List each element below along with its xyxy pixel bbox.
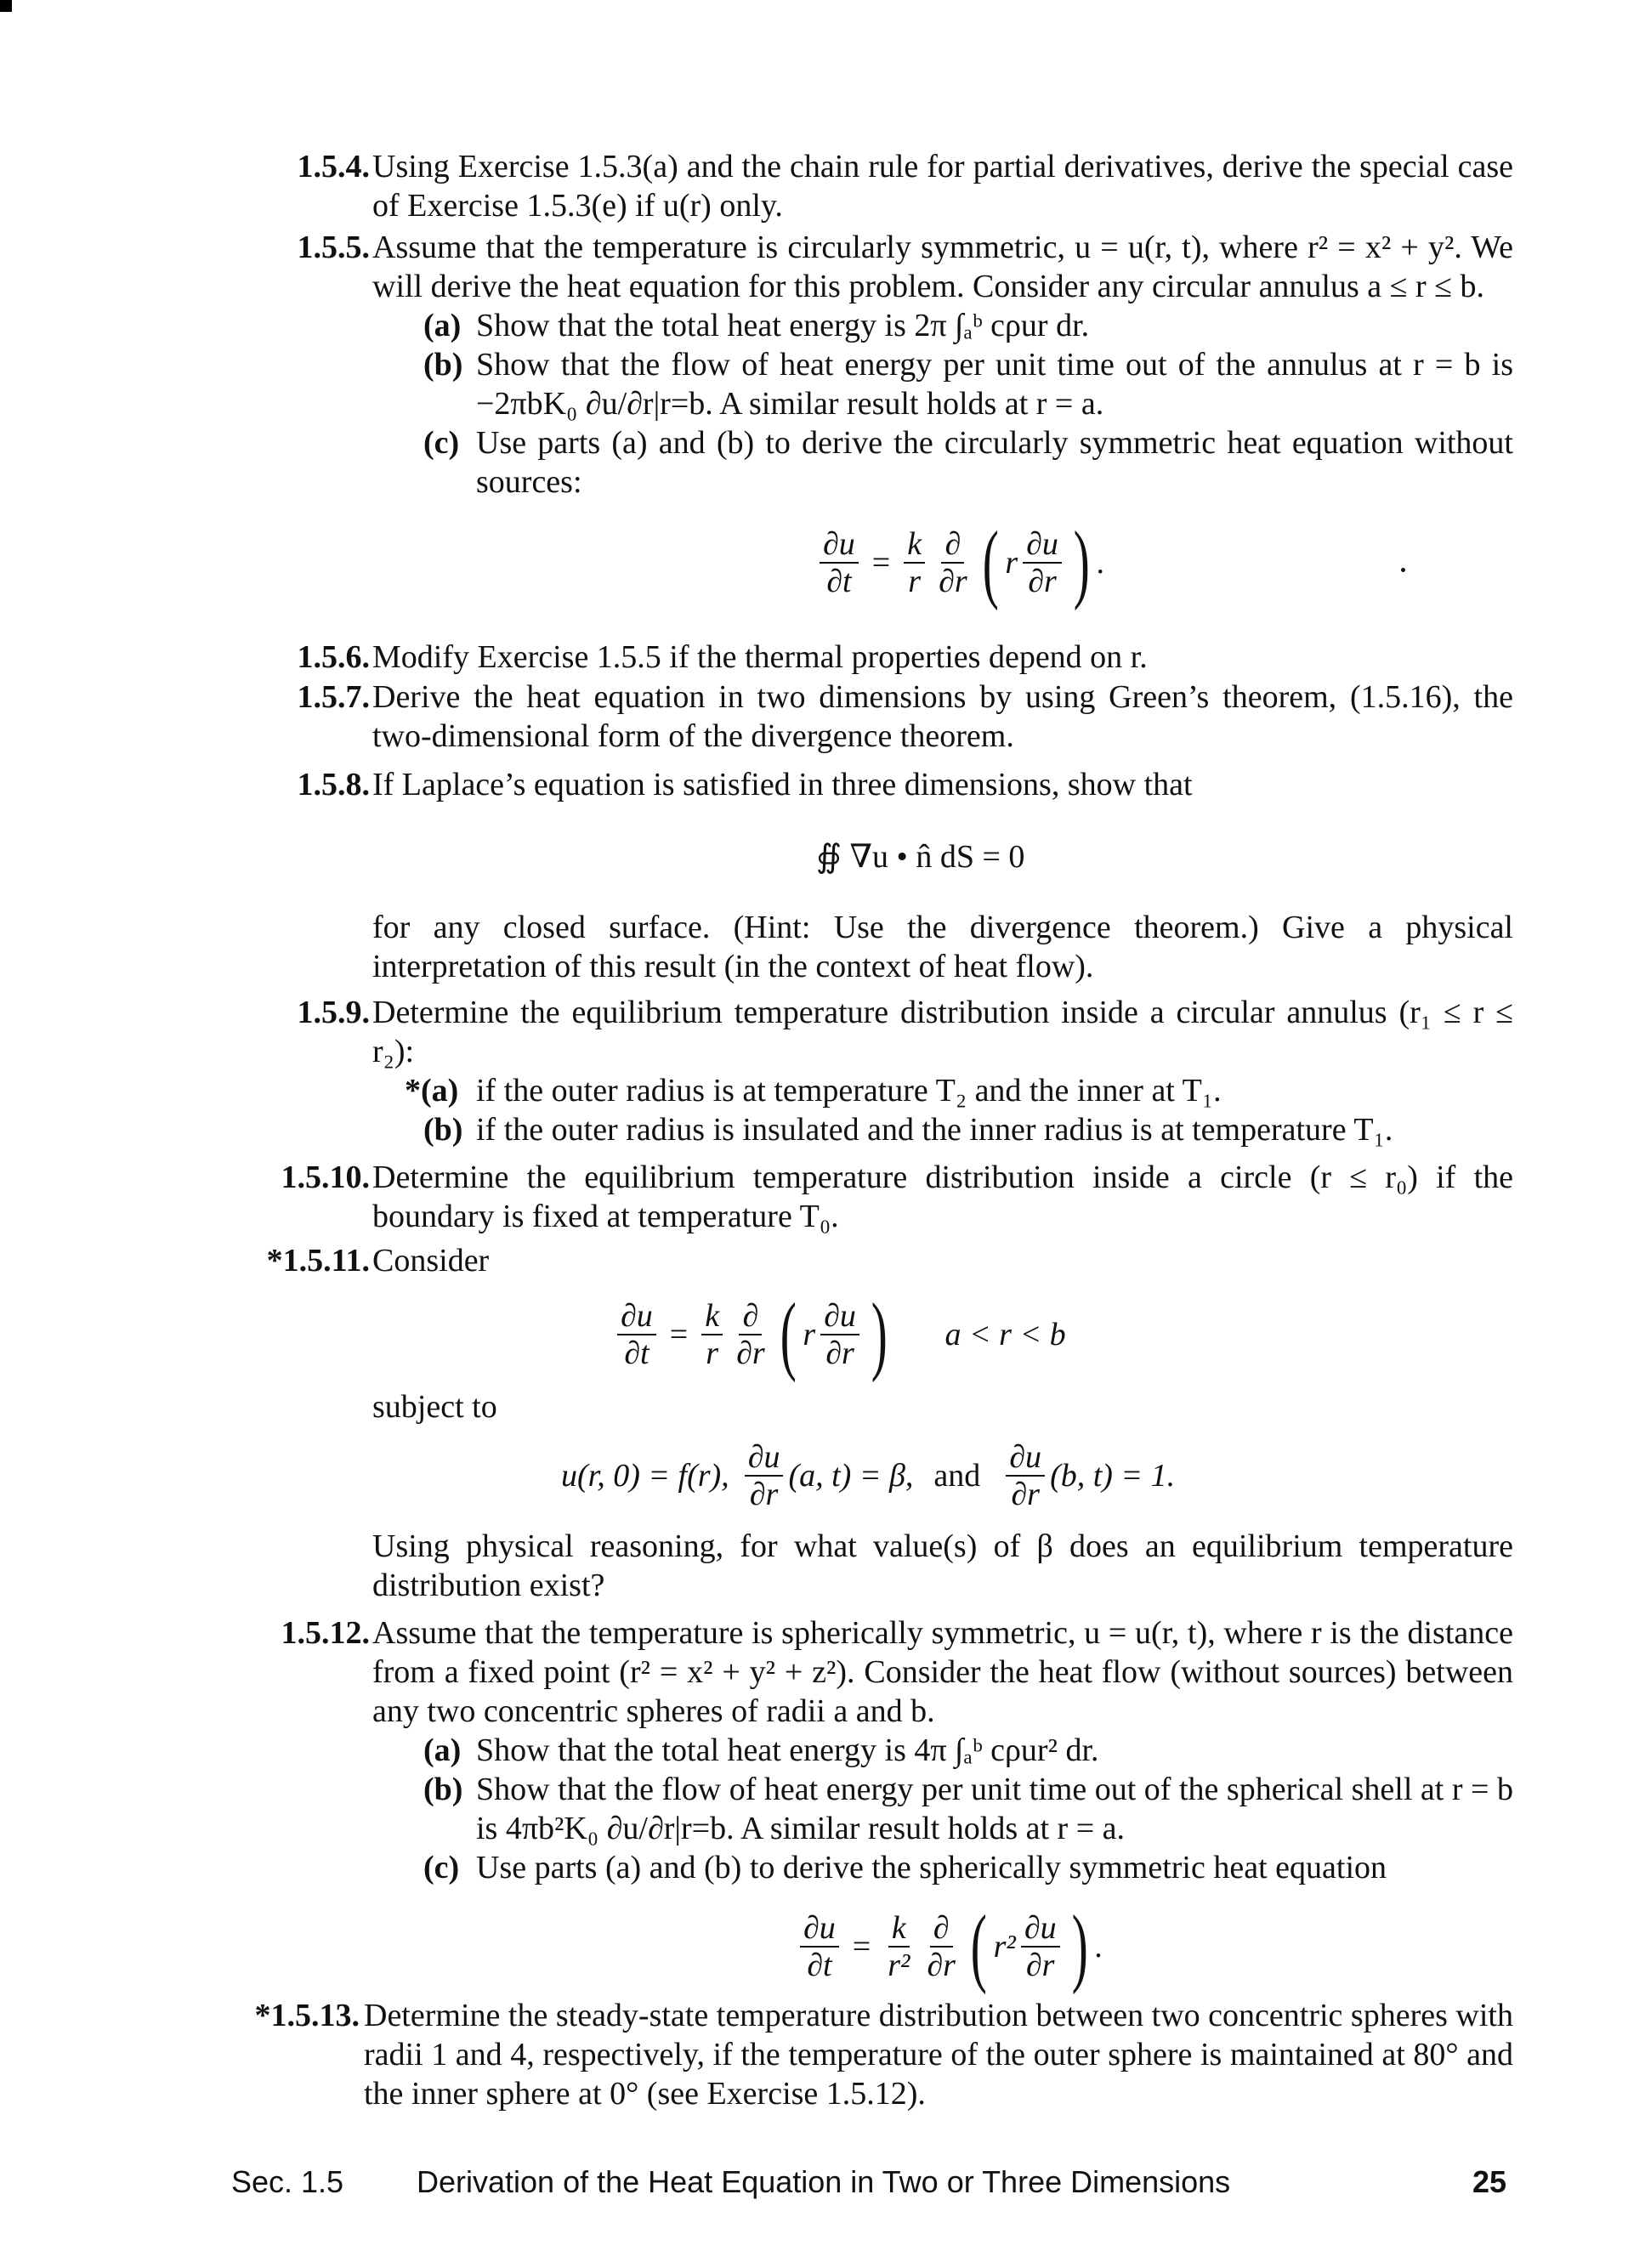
exercise-number: 1.5.5.	[297, 230, 370, 265]
part-b: (b) Show that the flow of heat energy per unit time out of the annulus at r = b is −2πbK₀ ∂u/∂r|r=b. A similar result holds at r = a.	[423, 347, 1513, 422]
exercise-number: 1.5.9.	[297, 995, 370, 1030]
equation-surface-integral: ∯ ∇u • n̂ dS = 0	[816, 839, 1025, 875]
part-a: (a) Show that the total heat energy is 4π ∫ₐᵇ cρur² dr.	[423, 1732, 1099, 1768]
part-c: (c) Use parts (a) and (b) to derive the spherically symmetric heat equation	[423, 1850, 1387, 1885]
exercise-number: 1.5.8.	[297, 767, 370, 802]
scan-corner-mark	[0, 0, 12, 12]
part-c: (c) Use parts (a) and (b) to derive the circularly symmetric heat equation without sources:	[423, 425, 1513, 500]
exercise-text: Using Exercise 1.5.3(a) and the chain rule for partial derivatives, derive the special case of Exercise 1.5.3(e) if u(r) only.	[372, 149, 1513, 224]
textbook-page: 1.5.4. Using Exercise 1.5.3(a) and the chain rule for partial derivatives, derive the special case of Exercise 1.5.3(e) if u(r) only. 1.5.5. Assume that the temperature is circularly symmetric, u = u(r, t), where r² = x² + y². We will derive the heat equation for this problem. Consider any circular annulus a ≤ r ≤ b. (a) Show that the total heat energy is 2π ∫ₐᵇ cρur dr. (b) Show that the flow of heat energy per unit time out of the annulus at r = b is −2πbK₀ ∂u/∂r|r=b. A similar result holds at r = a. (c) Use parts (a) and (b) to derive the circularly symmetric heat equation without sources: $\frac{\partial u}{\partial t}$ = $\frac{k}{r}$ $\frac{\partial}{\partial r}$ ( r $\frac{\partial u}{\partial r}$ ) . 1.5.6. Modify Exercise 1.5.5 if the thermal properties depend on r. 1.5.7. Derive the heat equation in two dimensions by using Green’s theorem, (1.5.16), the two-dimensional form of the divergence theorem. 1.5.8. If Laplace’s equation is satisfied in three dimensions, show that ∯ ∇u • n̂ dS = 0 for any closed surface. (Hint: Use the divergence theorem.) Give a physical interpretation of this result (in the context of heat flow). 1.5.9. Determine the equilibrium temperature distribution inside a circular annulus (r₁ ≤ r ≤ r₂): *(a) if the outer radius is at temperature T₂ and the inner at T₁. (b) if the outer radius is insulated and the inner radius is at temperature T₁. 1.5.10. Determine the equilibrium temperature distribution inside a circle (r ≤ r₀) if the boundary is fixed at temperature T₀. *1.5.11. Consider $\frac{\partial u}{\partial t}$ = $\frac{k}{r}$ $\frac{\partial}{\partial r}$ ( r $\frac{\partial u}{\partial r}$ ) a < r < b subject to u(r, 0) = f(r), $\frac{\partial u}{\partial r}$ (a, t) = β, and $\frac{\partial u}{\partial r}$ (b, t) = 1. Using physical reasoning, for what value(s) of β does an equilibrium temperature distribution exist? 1.5.12. Assume that the temperature is spherically symmetric, u = u(r, t), where r is the distance from a fixed point (r² = x² + y² + z²). Consider the heat flow (without sources) between any two concentric spheres of radii a and b. (a) Show that the total heat energy is 4π ∫ₐᵇ cρur² dr. (b) Show that the flow of heat energy per unit time out of the spherical shell at r = b is 4πb²K₀ ∂u/∂r|r=b. A similar result holds at r = a. (c) Use parts (a) and (b) to derive the spherically symmetric heat equation $\frac{\partial u}{\partial t}$ = $\frac{k}{\text{r²}}$ $\frac{\partial}{\partial r}$ ( r² $\frac{\partial u}{\partial r}$ ) . *1.5.13. Determine the steady-state temperature distribution between two concentric spheres with radii 1 and 4, respectively, if the temperature of the outer sphere is maintained at 80° and the inner sphere at 0° (see Exercise 1.5.12). Sec. 1.5 Derivation of the Heat Equation in Two or Three Dimensions 25	[0, 0, 1645, 2268]
exercise-number: 1.5.10.	[281, 1160, 370, 1195]
exercise-number: 1.5.6.	[297, 639, 370, 675]
exercise-number: 1.5.7.	[297, 679, 370, 715]
part-b: (b) if the outer radius is insulated and the inner radius is at temperature T₁.	[423, 1112, 1393, 1148]
exercise-number: *1.5.13.	[254, 1998, 360, 2033]
part-b: (b) Show that the flow of heat energy per unit time out of the spherical shell at r = b is 4πb²K₀ ∂u/∂r|r=b. A similar result holds at r = a.	[423, 1772, 1513, 1846]
part-a: (a) Show that the total heat energy is 2π ∫ₐᵇ cρur dr.	[423, 308, 1090, 343]
exercise-number: 1.5.4.	[297, 149, 370, 184]
exercise-number: 1.5.12.	[281, 1615, 370, 1651]
part-a: *(a) if the outer radius is at temperature T₂ and the inner at T₁.	[405, 1073, 1222, 1108]
equation-boundary-conditions: u(r, 0) = f(r), $\frac{\partial u}{\partial r}$ (a, t) = β, and $\frac{\partial u}{\partial r}$ (b, t) = 1.	[561, 1439, 1176, 1512]
scan-speck	[1401, 568, 1405, 572]
equation-circular-heat: $\frac{\partial u}{\partial t}$ = $\frac{k}{r}$ $\frac{\partial}{\partial r}$ ( r $\frac{\partial u}{\partial r}$ ) .	[814, 520, 1104, 605]
footer-section: Sec. 1.5	[231, 2164, 344, 2199]
exercise-number: *1.5.11.	[266, 1243, 370, 1279]
page-number: 25	[1472, 2164, 1507, 2199]
exercise-text: Assume that the temperature is circularly symmetric, u = u(r, t), where r² = x² + y². We will derive the heat equation for this problem. Consider any circular annulus a ≤ r ≤ b. (a) Show that the total heat energy is 2π ∫ₐᵇ cρur dr. (b) Show that the flow of heat energy per unit time out of the annulus at r = b is −2πbK₀ ∂u/∂r|r=b. A similar result holds at r = a. (c) Use parts (a) and (b) to derive the circularly symmetric heat equation without sources:	[372, 230, 1513, 500]
equation-circular-heat-2: $\frac{\partial u}{\partial t}$ = $\frac{k}{r}$ $\frac{\partial}{\partial r}$ ( r $\frac{\partial u}{\partial r}$ ) a < r < b	[612, 1292, 1066, 1377]
footer-title: Derivation of the Heat Equation in Two or Three Dimensions	[417, 2164, 1231, 2199]
equation-spherical-heat: $\frac{\partial u}{\partial t}$ = $\frac{k}{\text{r²}}$ $\frac{\partial}{\partial r}$ ( r² $\frac{\partial u}{\partial r}$ ) .	[795, 1904, 1103, 1989]
